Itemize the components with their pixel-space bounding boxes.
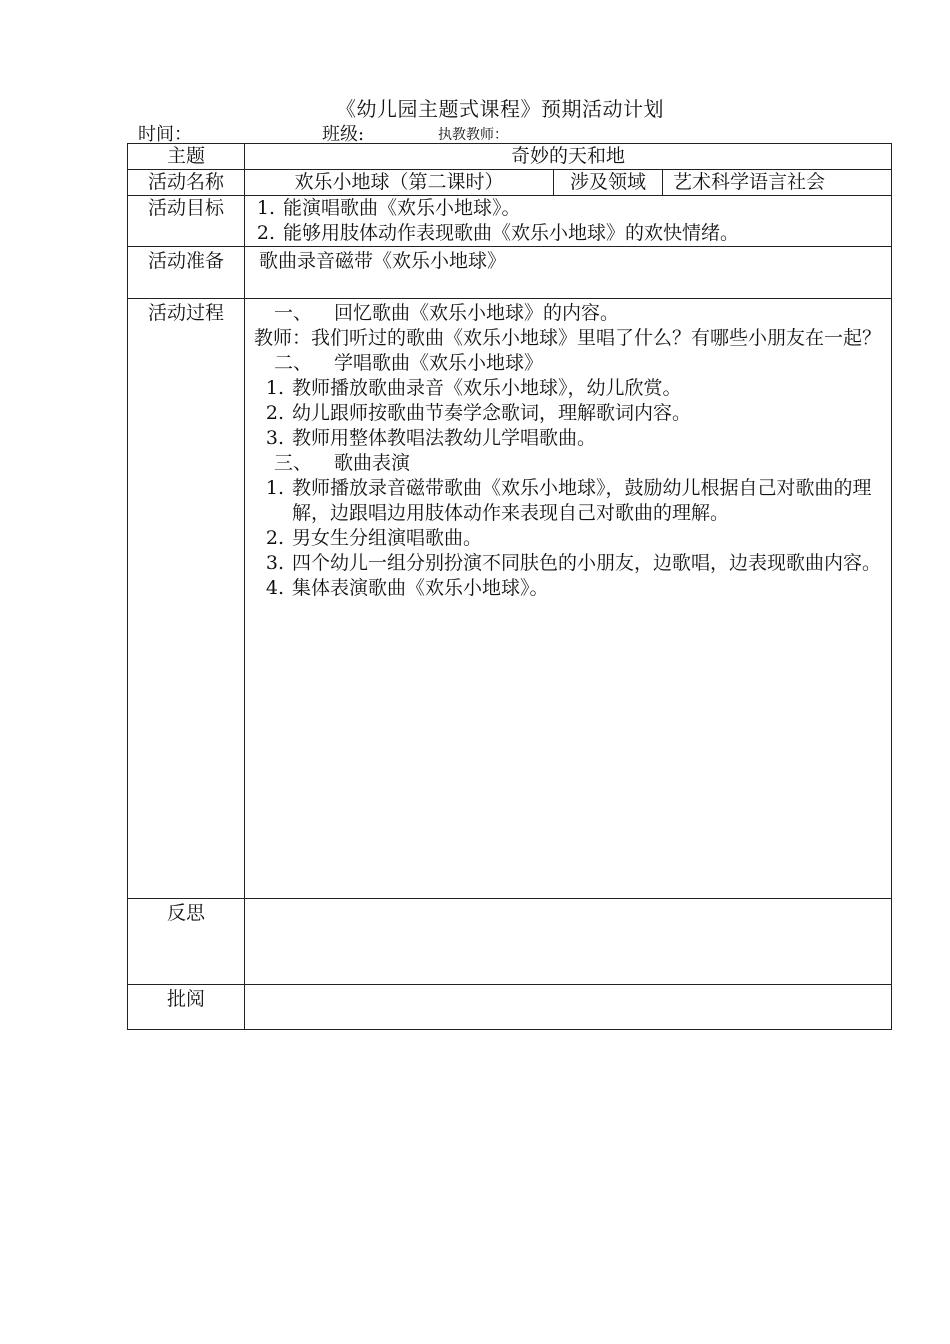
goals-list <box>245 196 891 246</box>
prep-value: 歌曲录音磁带《欢乐小地球》 <box>245 247 892 299</box>
item-text: 幼儿跟师按歌曲节奏学念歌词，理解歌词内容。 <box>292 402 692 424</box>
section-two-list <box>254 376 885 451</box>
section-title: 回忆歌曲《欢乐小地球》的内容。 <box>334 302 620 324</box>
item-text: 教师播放歌曲录音《欢乐小地球》，幼儿欣赏。 <box>292 377 682 399</box>
reflection-label: 反思 <box>128 899 245 985</box>
list-item <box>254 576 885 601</box>
activity-name-value: 欢乐小地球（第二课时） <box>245 170 554 196</box>
activity-name-label: 活动名称 <box>128 170 245 196</box>
list-item <box>254 426 885 451</box>
item-text: 男女生分组演唱歌曲。 <box>292 527 483 549</box>
list-item <box>245 196 891 221</box>
item-number: 4. <box>265 577 284 599</box>
goals-cell <box>245 196 892 247</box>
review-row <box>128 985 892 1030</box>
item-number: 3. <box>265 552 284 574</box>
activity-plan-table <box>127 143 892 1030</box>
prep-label: 活动准备 <box>128 247 245 299</box>
list-item <box>254 526 885 551</box>
review-cell <box>245 985 892 1030</box>
item-text: 教师播放录音磁带歌曲《欢乐小地球》，鼓励幼儿根据自己对歌曲的理解，边跟唱边用肢体动作来表现自己对歌曲的理解。 <box>292 477 872 524</box>
item-text: 能演唱歌曲《欢乐小地球》。 <box>283 197 521 219</box>
prep-row <box>128 247 892 299</box>
item-text: 教师用整体教唱法教幼儿学唱歌曲。 <box>292 427 597 449</box>
section-heading <box>254 351 885 376</box>
item-number: 1. <box>256 197 275 219</box>
reflection-row <box>128 899 892 985</box>
process-text: 教师：我们听过的歌曲《欢乐小地球》里唱了什么？有哪些小朋友在一起？ <box>254 327 882 349</box>
section-number: 一、 <box>274 302 313 324</box>
item-number: 3. <box>265 427 284 449</box>
activity-name-row <box>128 170 892 196</box>
list-item <box>254 401 885 426</box>
page-title: 《幼儿园主题式课程》预期活动计划 <box>336 97 664 121</box>
section-number: 三、 <box>274 452 313 474</box>
domain-label: 涉及领域 <box>554 170 663 196</box>
item-text: 四个幼儿一组分别扮演不同肤色的小朋友，边歌唱，边表现歌曲内容。 <box>292 552 882 574</box>
teacher-label: 执教教师： <box>438 127 508 143</box>
process-row <box>128 299 892 899</box>
list-item <box>254 476 885 526</box>
list-item <box>254 551 885 576</box>
process-label: 活动过程 <box>128 299 245 899</box>
item-text: 集体表演歌曲《欢乐小地球》。 <box>292 577 549 599</box>
time-label: 时间： <box>138 124 192 145</box>
review-label: 批阅 <box>128 985 245 1030</box>
item-number: 2. <box>265 402 284 424</box>
goals-row <box>128 196 892 247</box>
item-number: 1. <box>265 377 284 399</box>
item-number: 2. <box>265 527 284 549</box>
section-title: 学唱歌曲《欢乐小地球》 <box>334 352 544 374</box>
item-number: 2. <box>256 222 275 244</box>
reflection-cell <box>245 899 892 985</box>
section-heading <box>254 301 885 326</box>
process-cell <box>245 299 892 899</box>
theme-label: 主题 <box>128 144 245 170</box>
list-item <box>245 221 891 246</box>
theme-value: 奇妙的天和地 <box>245 144 892 170</box>
item-number: 1. <box>265 477 284 499</box>
domain-value: 艺术科学语言社会 <box>663 170 892 196</box>
theme-row <box>128 144 892 170</box>
section-title: 歌曲表演 <box>334 452 411 474</box>
section-three-list <box>254 476 885 601</box>
list-item <box>254 376 885 401</box>
class-label: 班级: <box>322 124 365 145</box>
item-text: 能够用肢体动作表现歌曲《欢乐小地球》的欢快情绪。 <box>283 222 740 244</box>
section-heading <box>254 451 885 476</box>
goals-label: 活动目标 <box>128 196 245 247</box>
section-number: 二、 <box>274 352 313 374</box>
